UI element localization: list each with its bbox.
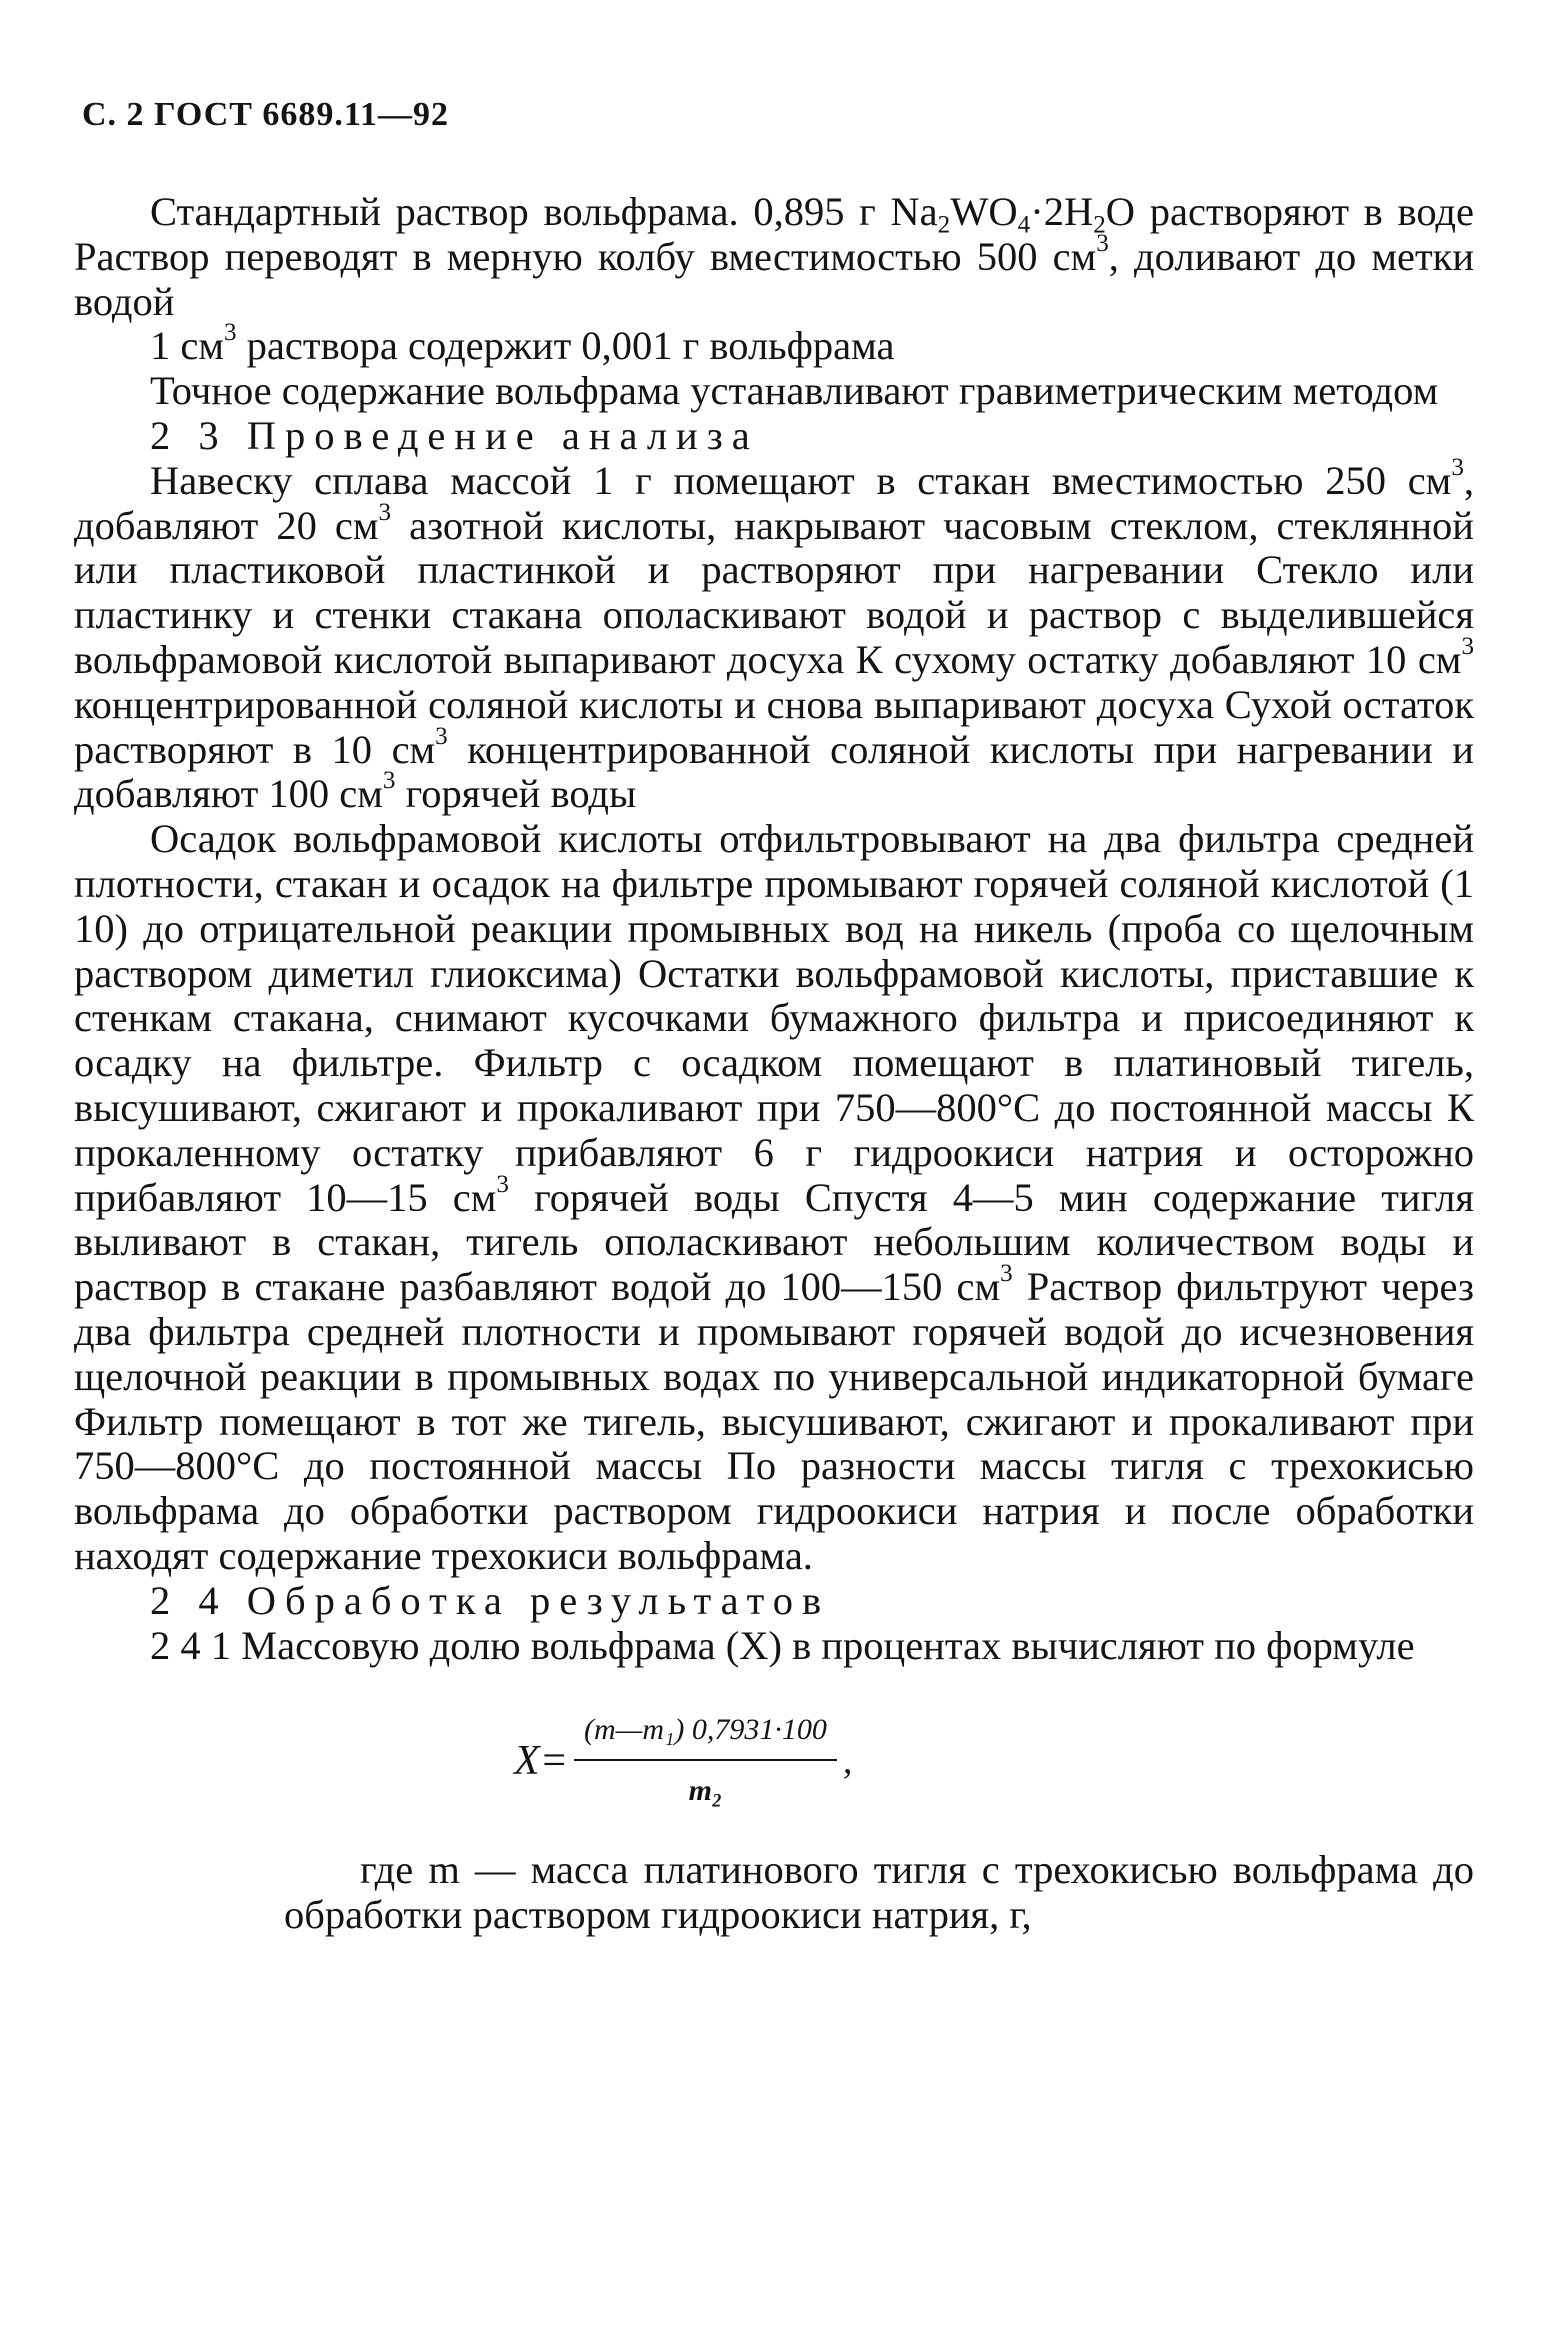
section-heading-2-3: 2 3 Проведение анализа	[150, 412, 759, 458]
document-body	[74, 190, 1474, 1938]
formula-lhs: X=	[514, 1737, 568, 1784]
page-header: С. 2 ГОСТ 6689.11—92	[82, 96, 450, 133]
where-definition: где m — масса платинового тигля с трехокисью вольфрама до обработки раствором гидроокиси натрия, г,	[284, 1847, 1474, 1938]
paragraph-concentration: 1 $см^3$ раствора содержит 0,001 г вольфрама	[150, 319, 895, 369]
reagent-title: Стандартный раствор вольфрама.	[150, 189, 739, 234]
paragraph-procedure-2: Осадок вольфрамовой кислоты отфильтровывают на два фильтра средней плотности, стакан и осадок на фильтре промывают горячей соляной кислотой (1 10) до отрицательной реакции промывных вод на никель (проба со щелочным раствором диметил глиоксима) Остатки вольфрамовой кислоты, приставшие к стенкам стакана, снимают кусочками бумажного фильтра и присоединяют к осадку на фильтре. Фильтр с осадком помещают в платиновый тигель, высушивают, сжигают и прокаливают при 750—800°С до постоянной массы К прокаленному остатку прибавляют 6 г гидроокиси натрия и осторожно прибавляют 10—15 $см^3$ горячей воды Спустя 4—5 мин содержание тигля выливают в стакан, тигель ополаскивают небольшим количеством воды и раствор в стакане разбавляют водой до 100—150 $см^3$ Раствор фильтруют через два фильтра средней плотности и промывают горячей водой до исчезновения щелочной реакции в промывных водах по универсальной индикаторной бумаге Фильтр помещают в тот же тигель, высушивают, сжигают и прокаливают при 750—800°С до постоянной массы По разности массы тигля с трехокисью вольфрама до обработки раствором гидроокиси натрия и после обработки находят содержание трехокиси вольфрама.	[74, 816, 1475, 1578]
paragraph-standard-solution: Стандартный раствор вольфрама. 0,895 г $Na_2WO_4\cdot 2H_2O$ растворяют в воде Раствор переводят в мерную колбу вместимостью 500 $см^3$, доливают до метки водой	[74, 189, 1475, 324]
formula-numerator: (m—m₁) 0,7931·100	[574, 1708, 837, 1761]
section-heading-2-4: 2 4 Обработка результатов	[150, 1577, 831, 1623]
paragraph-2-4-1: 2 4 1 Массовую долю вольфрама (X) в процентах вычисляют по формуле	[150, 1622, 1415, 1668]
formula-fraction	[574, 1708, 837, 1814]
paragraph-gravimetric: Точное содержание вольфрама устанавливают гравиметрическим методом	[150, 368, 1439, 414]
formula-denominator: m₂	[688, 1774, 723, 1808]
tungsten-formula	[514, 1708, 852, 1814]
formula-comma: ,	[842, 1739, 853, 1782]
paragraph-procedure-1: Навеску сплава массой 1 г помещают в стакан вместимостью 250 $см^3$, добавляют 20 $см^3$ азотной кислоты, накрывают часовым стеклом, стеклянной или пластиковой пластинкой и растворяют при нагревании Стекло или пластинку и стенки стакана ополаскивают водой и раствор с выделившейся вольфрамовой кислотой выпаривают досуха К сухому остатку добавляют 10 $см^3$ концентрированной соляной кислоты и снова выпаривают досуха Сухой остаток растворяют в 10 $см^3$ концентрированной соляной кислоты при нагревании и добавляют 100 $см^3$ горячей воды	[74, 453, 1474, 817]
formula-block	[74, 1686, 1474, 1836]
